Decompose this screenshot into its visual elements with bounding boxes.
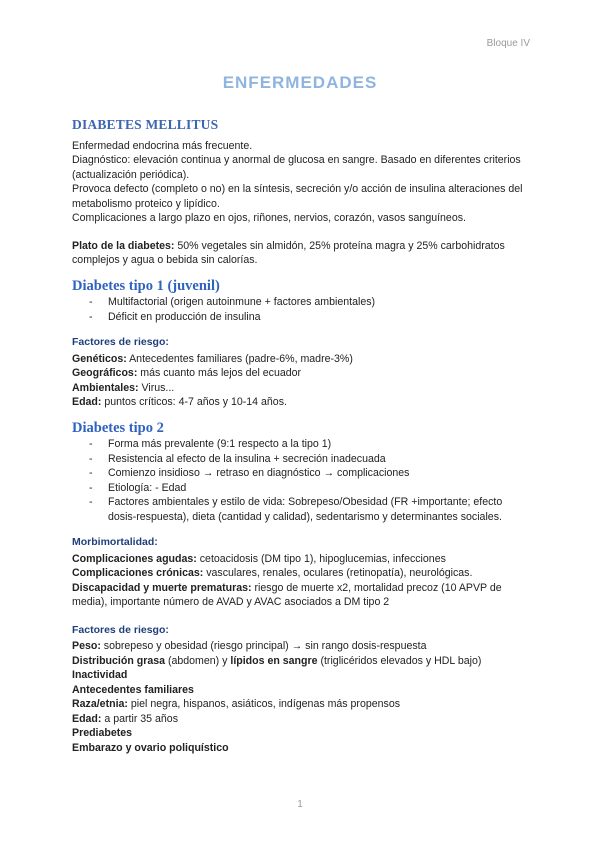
risk-label: Embarazo y ovario poliquístico bbox=[72, 741, 229, 754]
list-item: - Déficit en producción de insulina bbox=[89, 310, 532, 325]
morbi-label: Complicaciones agudas: bbox=[72, 552, 197, 565]
risk-label: Edad: bbox=[72, 396, 102, 408]
intro-line: Enfermedad endocrina más frecuente. bbox=[72, 139, 253, 152]
page-number: 1 bbox=[297, 799, 303, 810]
risk-line bbox=[72, 366, 532, 381]
tipo2-list bbox=[72, 437, 532, 524]
list-item: - Comienzo insidioso → retraso en diagnóstico → complicaciones bbox=[89, 466, 532, 481]
list-item: - Etiología: - Edad bbox=[89, 481, 532, 496]
risk-line bbox=[72, 683, 532, 698]
risk-text: Virus... bbox=[138, 381, 175, 394]
risk-line bbox=[72, 654, 532, 669]
risk-text: sobrepeso y obesidad (riesgo principal) → sin rango dosis-respuesta bbox=[100, 640, 427, 652]
risk-line bbox=[72, 381, 532, 396]
tipo1-risk-title: Factores de riesgo: bbox=[72, 336, 169, 348]
risk-text: piel negra, hispanos, asiáticos, indígenas más propensos bbox=[127, 698, 401, 710]
risk-line bbox=[72, 741, 532, 756]
risk-line bbox=[72, 697, 532, 712]
list-item: - Resistencia al efecto de la insulina + secreción inadecuada bbox=[89, 452, 532, 467]
list-item: - Forma más prevalente (9:1 respecto a la tipo 1) bbox=[89, 437, 532, 452]
morbi-label: Discapacidad y muerte prematuras: bbox=[72, 581, 252, 594]
risk-line bbox=[72, 395, 532, 410]
list-item: - Factores ambientales y estilo de vida: Sobrepeso/Obesidad (FR +importante; efecto dosis-respuesta), dieta (cantidad y calidad), sedentarismo y determinantes sociales. bbox=[89, 495, 532, 524]
morbi-line bbox=[72, 581, 532, 610]
risk-line bbox=[72, 639, 532, 654]
risk-line bbox=[72, 352, 532, 367]
risk-line bbox=[72, 712, 532, 727]
subsection-title-tipo1: Diabetes tipo 1 (juvenil) bbox=[72, 277, 220, 294]
risk-line bbox=[72, 668, 532, 683]
risk-label: Prediabetes bbox=[72, 727, 133, 739]
subsection-title-tipo2: Diabetes tipo 2 bbox=[72, 419, 164, 436]
plato-diabetes bbox=[72, 239, 532, 268]
risk-text: (abdomen) y bbox=[165, 654, 231, 667]
plato-label: Plato de la diabetes: bbox=[72, 239, 175, 252]
risk-text: más cuanto más lejos del ecuador bbox=[137, 367, 302, 379]
risk-text: Antecedentes familiares (padre-6%, madre-3%) bbox=[126, 352, 353, 365]
intro-line: Provoca defecto (completo o no) en la síntesis, secreción y/o acción de insulina alteraciones del metabolismo proteico y lipídico. bbox=[72, 183, 523, 210]
risk-text: (triglicéridos elevados y HDL bajo) bbox=[317, 654, 482, 667]
risk-label: Ambientales: bbox=[72, 381, 139, 394]
risk-label: Peso: bbox=[72, 640, 101, 652]
page-title: ENFERMEDADES bbox=[222, 73, 378, 92]
morbi-text: vasculares, renales, oculares (retinopatía), neurológicas. bbox=[203, 567, 473, 579]
risk-label: Distribución grasa bbox=[72, 654, 166, 667]
risk-line bbox=[72, 726, 532, 741]
morbi-label: Complicaciones crónicas: bbox=[72, 567, 204, 579]
tipo2-risk-title: Factores de riesgo: bbox=[72, 623, 169, 636]
risk-label: Raza/etnia: bbox=[72, 698, 128, 710]
risk-label: Edad: bbox=[72, 712, 102, 725]
morbi-text: riesgo de muerte x2, mortalidad precoz (10 APVP de media), importante número de AVAD y AVAC asociados a DM tipo 2 bbox=[72, 581, 502, 608]
risk-text: puntos críticos: 4-7 años y 10-14 años. bbox=[101, 396, 287, 408]
document-content bbox=[72, 118, 532, 755]
plato-text: 50% vegetales sin almidón, 25% proteína magra y 25% carbohidratos complejos y agua o bebida sin calorías. bbox=[72, 239, 505, 266]
risk-text: a partir 35 años bbox=[101, 712, 178, 725]
list-item: - Multifactorial (origen autoinmune + factores ambientales) bbox=[89, 295, 532, 310]
morbi-line bbox=[72, 552, 532, 567]
risk-label: Geográficos: bbox=[72, 367, 138, 379]
risk-label: Inactividad bbox=[72, 669, 128, 681]
intro-line: Diagnóstico: elevación continua y anormal de glucosa en sangre. Basado en diferentes criterios (actualización periódica). bbox=[72, 154, 521, 181]
intro-line: Complicaciones a largo plazo en ojos, riñones, nervios, corazón, vasos sanguíneos. bbox=[72, 212, 466, 224]
section-title-diabetes: DIABETES MELLITUS bbox=[72, 117, 219, 132]
risk-label: Antecedentes familiares bbox=[72, 683, 194, 696]
morbi-line bbox=[72, 566, 532, 581]
morbi-text: cetoacidosis (DM tipo 1), hipoglucemias, infecciones bbox=[196, 552, 446, 565]
header-block-label: Bloque IV bbox=[486, 38, 530, 49]
tipo1-list bbox=[72, 295, 532, 324]
morbi-title: Morbimortalidad: bbox=[72, 536, 158, 548]
risk-label: lípidos en sangre bbox=[230, 654, 318, 667]
risk-label: Genéticos: bbox=[72, 352, 127, 365]
